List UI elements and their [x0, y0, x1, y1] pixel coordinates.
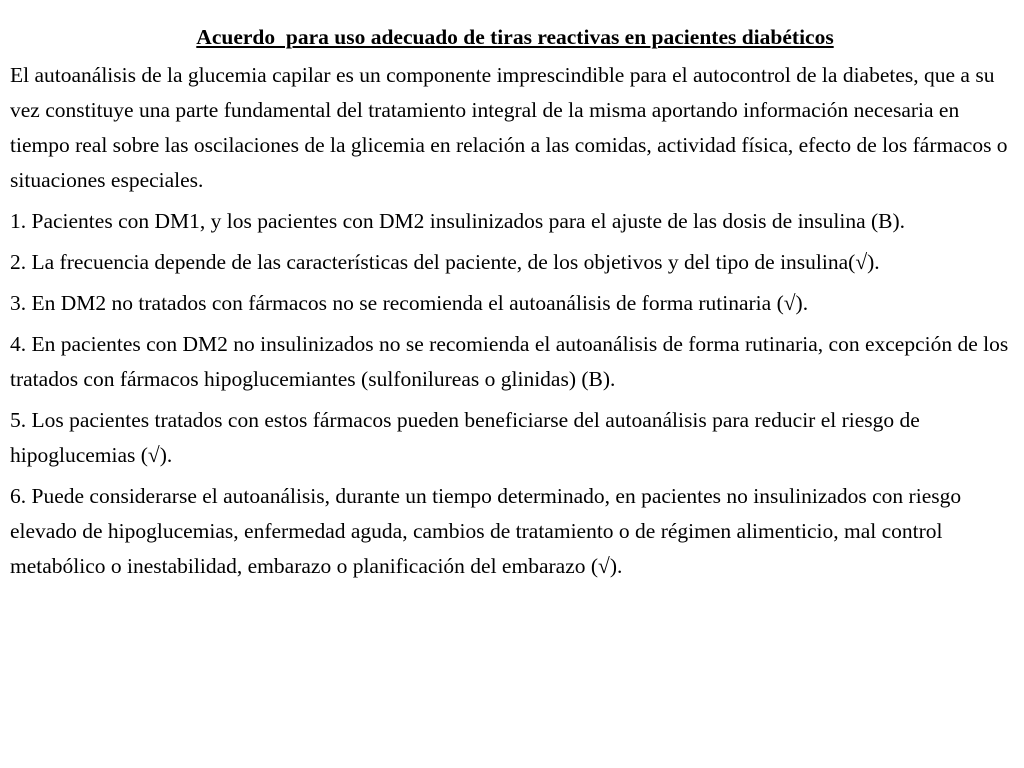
- recommendation-item-3: 3. En DM2 no tratados con fármacos no se recomienda el autoanálisis de forma rutinaria (√).: [10, 291, 809, 315]
- document-title: Acuerdo para uso adecuado de tiras reactivas en pacientes diabéticos: [196, 25, 834, 49]
- recommendation-item-4: 4. En pacientes con DM2 no insulinizados no se recomienda el autoanálisis de forma rutinaria, con excepción de los tratados con fármacos hipoglucemiantes (sulfonilureas o glinidas) (B).: [10, 332, 1009, 391]
- recommendation-item-6: 6. Puede considerarse el autoanálisis, durante un tiempo determinado, en pacientes no insulinizados con riesgo elevado de hipoglucemias, enfermedad aguda, cambios de tratamiento o de régimen alimenticio, mal control metabólico o inestabilidad, embarazo o planificación del embarazo (√).: [10, 484, 962, 578]
- document-slide: [10, 0, 1020, 768]
- recommendation-item-1: 1. Pacientes con DM1, y los pacientes con DM2 insulinizados para el ajuste de las dosis de insulina (B).: [10, 209, 906, 233]
- recommendation-item-5: 5. Los pacientes tratados con estos fármacos pueden beneficiarse del autoanálisis para reducir el riesgo de hipoglucemias (√).: [10, 408, 920, 467]
- intro-paragraph: El autoanálisis de la glucemia capilar es un componente imprescindible para el autocontrol de la diabetes, que a su vez constituye una parte fundamental del tratamiento integral de la misma aportando información necesaria en tiempo real sobre las oscilaciones de la glicemia en relación a las comidas, actividad física, efecto de los fármacos o situaciones especiales.: [10, 63, 1008, 192]
- recommendation-item-2: 2. La frecuencia depende de las características del paciente, de los objetivos y del tipo de insulina(√).: [10, 250, 880, 274]
